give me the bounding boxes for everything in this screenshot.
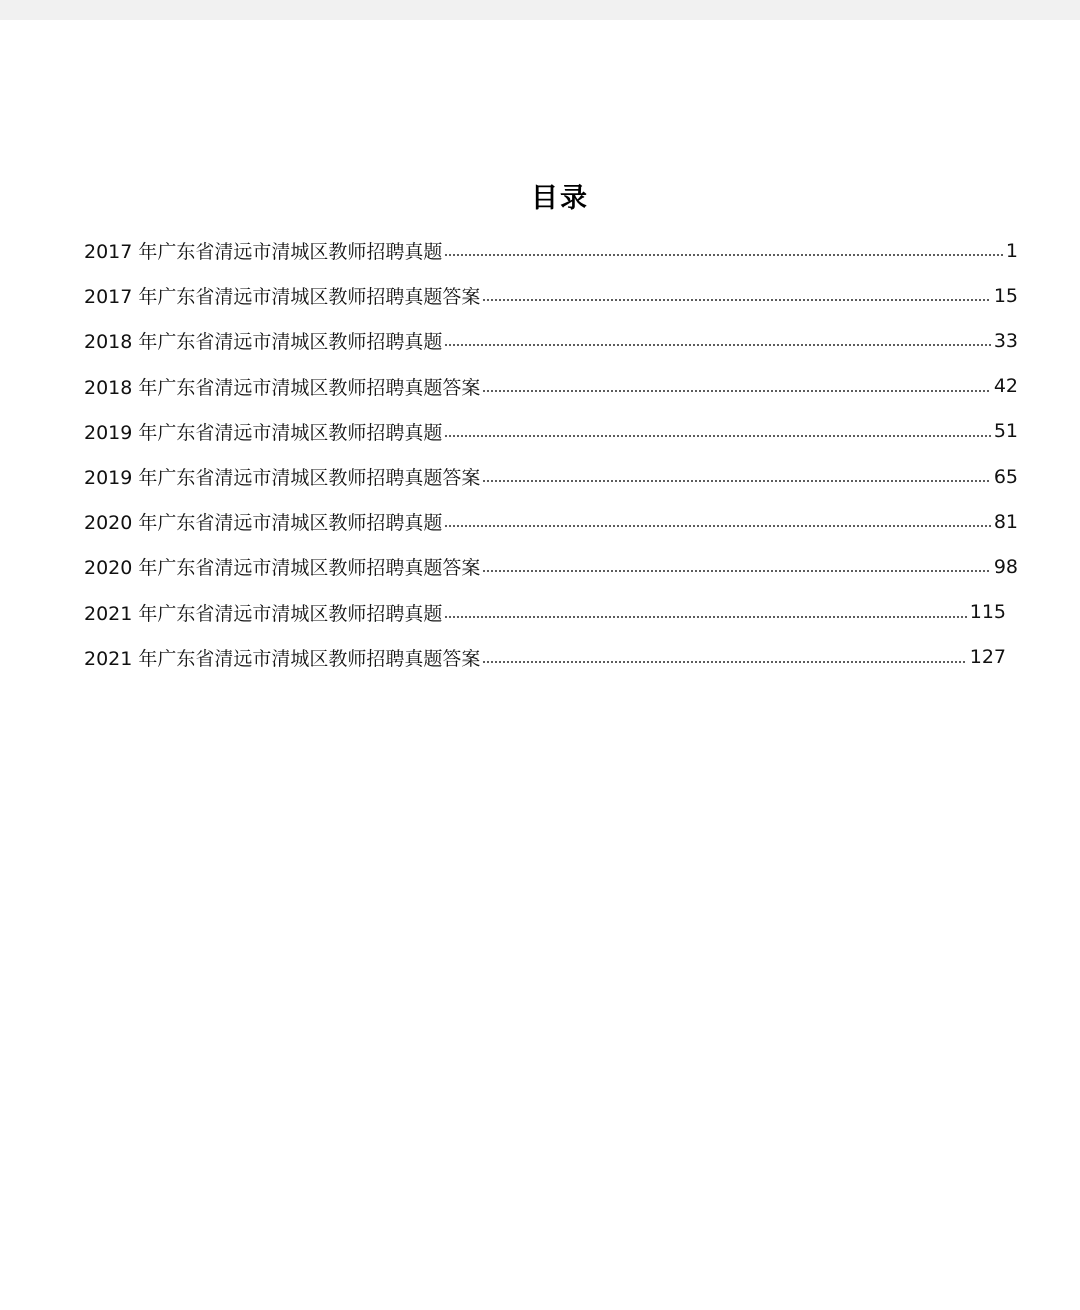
- toc-entry[interactable]: [84, 590, 1006, 635]
- toc-leader-dots: [444, 616, 966, 618]
- toc-entry-page: 115: [969, 601, 1006, 624]
- toc-leader-dots: [482, 299, 990, 301]
- toc-entry-label: 2018 年广东省清远市清城区教师招聘真题答案: [84, 376, 481, 399]
- toc-leader-dots: [444, 525, 990, 527]
- toc-entry[interactable]: [84, 454, 1018, 499]
- viewer-top-bar: [0, 0, 1080, 20]
- toc-leader-dots: [482, 390, 990, 392]
- toc-entry-label: 2019 年广东省清远市清城区教师招聘真题: [84, 421, 443, 444]
- toc-entry-label: 2020 年广东省清远市清城区教师招聘真题答案: [84, 557, 481, 580]
- toc-entry[interactable]: [84, 635, 1006, 680]
- toc-leader-dots: [444, 254, 1003, 256]
- toc-leader-dots: [444, 435, 990, 437]
- toc-entry[interactable]: [84, 318, 1018, 363]
- toc-entry-label: 2021 年广东省清远市清城区教师招聘真题: [84, 602, 443, 625]
- toc-entry[interactable]: [84, 544, 1018, 589]
- toc-entry-label: 2017 年广东省清远市清城区教师招聘真题答案: [84, 286, 481, 309]
- document-page: [0, 20, 1080, 1310]
- toc-entry-label: 2021 年广东省清远市清城区教师招聘真题答案: [84, 647, 481, 670]
- toc-title: 目录: [531, 183, 589, 214]
- toc-entry-page: 51: [993, 420, 1018, 443]
- toc-entry-page: 42: [993, 375, 1018, 398]
- toc-entry-label: 2018 年广东省清远市清城区教师招聘真题: [84, 331, 443, 354]
- toc-leader-dots: [482, 570, 990, 572]
- toc-entry[interactable]: [84, 364, 1018, 409]
- toc-entry[interactable]: [84, 499, 1018, 544]
- toc-entry-label: 2020 年广东省清远市清城区教师招聘真题: [84, 512, 443, 535]
- toc-entry[interactable]: [84, 228, 1018, 273]
- toc-entry-page: 81: [993, 510, 1018, 533]
- toc-entry-page: 65: [993, 465, 1018, 488]
- toc-entry[interactable]: [84, 409, 1018, 454]
- toc-leader-dots: [482, 480, 990, 482]
- toc-entry-label: 2017 年广东省清远市清城区教师招聘真题: [84, 241, 443, 264]
- toc-leader-dots: [482, 661, 966, 663]
- toc-list: [84, 228, 1020, 680]
- toc-entry-page: 33: [993, 329, 1018, 352]
- toc-entry-page: 15: [993, 284, 1018, 307]
- toc-entry-page: 127: [969, 646, 1006, 669]
- toc-entry[interactable]: [84, 273, 1018, 318]
- toc-entry-page: 98: [993, 555, 1018, 578]
- toc-entry-label: 2019 年广东省清远市清城区教师招聘真题答案: [84, 467, 481, 490]
- toc-entry-page: 1: [1005, 239, 1018, 262]
- toc-leader-dots: [444, 344, 990, 346]
